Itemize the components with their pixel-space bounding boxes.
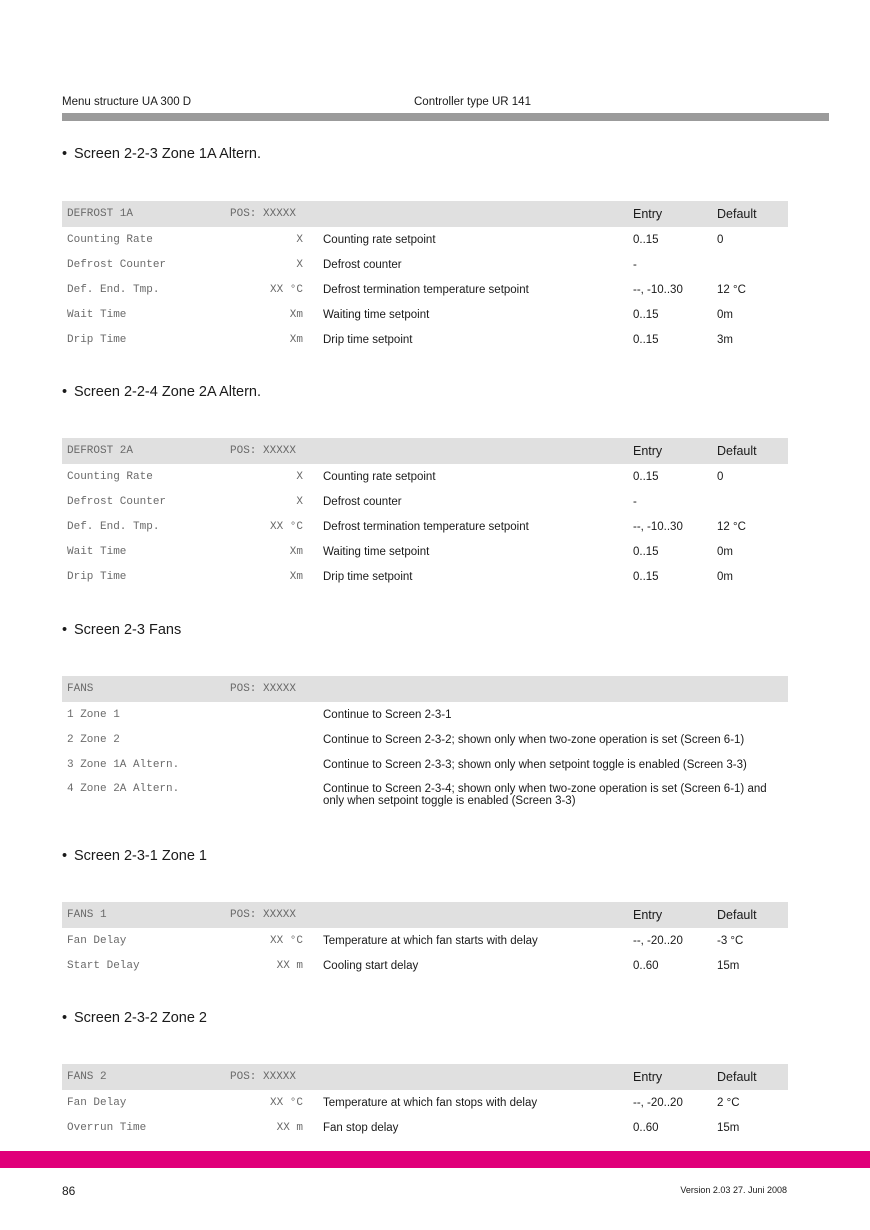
section-title: • Screen 2-2-3 Zone 1A Altern. xyxy=(62,146,261,162)
param-default: 0 xyxy=(717,470,724,483)
table-row xyxy=(62,1115,788,1140)
param-value: XX m xyxy=(276,959,303,972)
table-row xyxy=(62,953,788,978)
param-entry: --, -10..30 xyxy=(633,520,683,533)
param-entry: 0..60 xyxy=(633,1121,659,1134)
screen-name: DEFROST 2A xyxy=(62,438,227,464)
param-desc: Defrost termination temperature setpoint xyxy=(323,283,529,296)
bullet-icon: • xyxy=(62,384,68,400)
table-row xyxy=(62,564,788,589)
entry-header: Entry xyxy=(633,438,717,464)
table-header-row xyxy=(62,438,788,464)
param-name: Start Delay xyxy=(67,959,140,972)
param-entry: 0..15 xyxy=(633,233,659,246)
param-entry: --, -10..30 xyxy=(633,283,683,296)
param-entry: 0..15 xyxy=(633,308,659,321)
param-default: 12 °C xyxy=(717,283,746,296)
param-value: Xm xyxy=(289,570,303,583)
table-row xyxy=(62,777,788,817)
param-default: 3m xyxy=(717,333,733,346)
param-name: Defrost Counter xyxy=(67,258,167,271)
bullet-icon: • xyxy=(62,146,68,162)
pos-label: POS: XXXXX xyxy=(227,438,303,464)
param-name: Def. End. Tmp. xyxy=(67,520,160,533)
param-desc: Drip time setpoint xyxy=(323,570,413,583)
param-value: XX °C xyxy=(269,520,303,533)
param-entry: --, -20..20 xyxy=(633,1096,683,1109)
entry-header: Entry xyxy=(633,902,717,928)
param-default xyxy=(717,489,788,514)
param-default: 2 °C xyxy=(717,1096,740,1109)
param-value xyxy=(227,777,303,817)
menu-item-desc: Continue to Screen 2-3-3; shown only when setpoint toggle is enabled (Screen 3-3) xyxy=(323,758,747,771)
param-name: Overrun Time xyxy=(67,1121,147,1134)
default-header xyxy=(717,676,788,702)
table-row xyxy=(62,489,788,514)
param-name: Counting Rate xyxy=(67,233,153,246)
table-header-row xyxy=(62,1064,788,1090)
table-row xyxy=(62,539,788,564)
entry-header xyxy=(633,676,717,702)
desc-header xyxy=(303,902,633,928)
param-value: XX °C xyxy=(269,934,303,947)
param-name: Defrost Counter xyxy=(67,495,167,508)
header-left-title: Menu structure UA 300 D xyxy=(62,96,192,108)
param-entry: - xyxy=(633,258,637,271)
menu-item-name: 4 Zone 2A Altern. xyxy=(67,783,180,795)
table-row xyxy=(62,252,788,277)
menu-item-desc: Continue to Screen 2-3-4; shown only when two-zone operation is set (Screen 6-1) and only when setpoint toggle is enabled (Screen 3-3) xyxy=(323,783,767,807)
param-desc: Waiting time setpoint xyxy=(323,545,430,558)
param-value: XX °C xyxy=(269,283,303,296)
table-header-row xyxy=(62,902,788,928)
menu-table xyxy=(62,438,788,589)
section-title: • Screen 2-3-1 Zone 1 xyxy=(62,848,207,864)
section-title: • Screen 2-3-2 Zone 2 xyxy=(62,1010,207,1026)
table-row xyxy=(62,928,788,953)
bullet-icon: • xyxy=(62,622,68,638)
table-row xyxy=(62,327,788,352)
param-default: 12 °C xyxy=(717,520,746,533)
param-name: Drip Time xyxy=(67,333,127,346)
version-label: Version 2.03 27. Juni 2008 xyxy=(680,1185,787,1195)
param-entry: - xyxy=(633,495,637,508)
param-desc: Waiting time setpoint xyxy=(323,308,430,321)
param-value: XX m xyxy=(276,1121,303,1134)
param-value: XX °C xyxy=(269,1096,303,1109)
table-row xyxy=(62,277,788,302)
param-default: 0m xyxy=(717,308,733,321)
param-name: Def. End. Tmp. xyxy=(67,283,160,296)
screen-name: DEFROST 1A xyxy=(62,201,227,227)
default-header: Default xyxy=(717,201,788,227)
param-desc: Temperature at which fan starts with delay xyxy=(323,934,538,947)
param-entry: 0..15 xyxy=(633,470,659,483)
table-row xyxy=(62,464,788,489)
table-row xyxy=(62,1090,788,1115)
menu-item-name: 1 Zone 1 xyxy=(67,708,120,721)
param-name: Wait Time xyxy=(67,308,127,321)
screen-name: FANS xyxy=(62,676,227,702)
param-desc: Defrost counter xyxy=(323,495,402,508)
param-entry: 0..15 xyxy=(633,570,659,583)
table-row xyxy=(62,227,788,252)
pos-label: POS: XXXXX xyxy=(227,902,303,928)
param-desc: Counting rate setpoint xyxy=(323,470,436,483)
param-value: X xyxy=(296,470,303,483)
pos-label: POS: XXXXX xyxy=(227,201,303,227)
table-row xyxy=(62,727,788,752)
param-name: Drip Time xyxy=(67,570,127,583)
param-default xyxy=(717,252,788,277)
pos-label: POS: XXXXX xyxy=(227,676,303,702)
desc-header xyxy=(303,1064,633,1090)
menu-item-desc: Continue to Screen 2-3-2; shown only when two-zone operation is set (Screen 6-1) xyxy=(323,733,745,746)
table-header-row xyxy=(62,676,788,702)
desc-header xyxy=(303,438,633,464)
param-default: 0m xyxy=(717,545,733,558)
table-header-row xyxy=(62,201,788,227)
section-title: • Screen 2-3 Fans xyxy=(62,622,182,638)
default-header: Default xyxy=(717,438,788,464)
page-number: 86 xyxy=(62,1184,76,1198)
menu-table xyxy=(62,676,788,817)
entry-header: Entry xyxy=(633,1064,717,1090)
param-default: 15m xyxy=(717,1121,740,1134)
menu-item-desc: Continue to Screen 2-3-1 xyxy=(323,708,452,721)
pos-label: POS: XXXXX xyxy=(227,1064,303,1090)
menu-item-name: 2 Zone 2 xyxy=(67,733,120,746)
table-row xyxy=(62,752,788,777)
menu-table xyxy=(62,201,788,352)
param-default: 0 xyxy=(717,233,724,246)
table-row xyxy=(62,302,788,327)
menu-table xyxy=(62,902,788,978)
param-value: X xyxy=(296,495,303,508)
menu-item-name: 3 Zone 1A Altern. xyxy=(67,758,180,771)
screen-name: FANS 2 xyxy=(62,1064,227,1090)
bullet-icon: • xyxy=(62,848,68,864)
param-value: X xyxy=(296,258,303,271)
param-desc: Defrost counter xyxy=(323,258,402,271)
param-default: 0m xyxy=(717,570,733,583)
header-divider-bar xyxy=(62,113,829,121)
entry-header: Entry xyxy=(633,201,717,227)
param-desc: Drip time setpoint xyxy=(323,333,413,346)
param-entry: 0..60 xyxy=(633,959,659,972)
param-value xyxy=(227,727,303,752)
section-title: • Screen 2-2-4 Zone 2A Altern. xyxy=(62,384,261,400)
param-desc: Defrost termination temperature setpoint xyxy=(323,520,529,533)
table-row xyxy=(62,702,788,727)
desc-header xyxy=(303,201,633,227)
default-header: Default xyxy=(717,1064,788,1090)
param-desc: Counting rate setpoint xyxy=(323,233,436,246)
default-header: Default xyxy=(717,902,788,928)
param-default: 15m xyxy=(717,959,740,972)
param-entry: 0..15 xyxy=(633,333,659,346)
param-desc: Temperature at which fan stops with delay xyxy=(323,1096,538,1109)
param-name: Fan Delay xyxy=(67,934,127,947)
header-center-title: Controller type UR 141 xyxy=(414,96,531,108)
param-desc: Fan stop delay xyxy=(323,1121,399,1134)
param-entry: --, -20..20 xyxy=(633,934,683,947)
table-row xyxy=(62,514,788,539)
menu-table xyxy=(62,1064,788,1140)
desc-header xyxy=(303,676,633,702)
bullet-icon: • xyxy=(62,1010,68,1026)
param-value xyxy=(227,752,303,777)
footer-accent-bar xyxy=(0,1151,870,1168)
param-value: Xm xyxy=(289,308,303,321)
param-value xyxy=(227,702,303,727)
param-value: Xm xyxy=(289,333,303,346)
param-value: Xm xyxy=(289,545,303,558)
param-value: X xyxy=(296,233,303,246)
param-entry: 0..15 xyxy=(633,545,659,558)
param-name: Fan Delay xyxy=(67,1096,127,1109)
param-default: -3 °C xyxy=(717,934,744,947)
param-name: Wait Time xyxy=(67,545,127,558)
param-desc: Cooling start delay xyxy=(323,959,419,972)
screen-name: FANS 1 xyxy=(62,902,227,928)
param-name: Counting Rate xyxy=(67,470,153,483)
